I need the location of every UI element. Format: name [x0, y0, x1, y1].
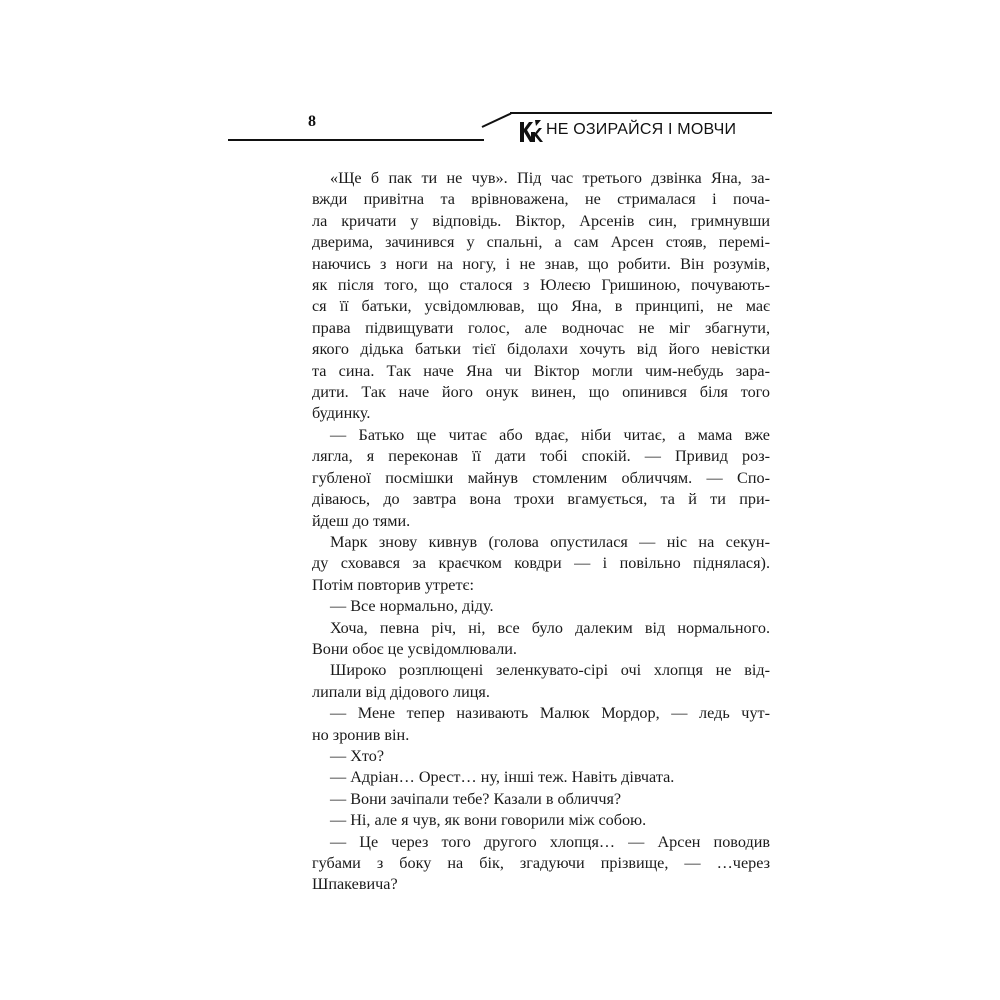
- text-line: — Ні, але я чув, як вони говорили між собою.: [330, 811, 647, 830]
- text-line: лягла, я переконав її дати тобі спокій. — Привид роз-: [312, 447, 770, 466]
- text-line: якого дідька батьки тієї бідолахи хочуть від його невістки: [312, 340, 770, 359]
- text-line: — Адріан… Орест… ну, інші теж. Навіть дівчата.: [330, 768, 675, 787]
- text-line: йдеш до тями.: [312, 511, 411, 530]
- body-text: [312, 168, 770, 896]
- header-rule-left: [228, 139, 484, 141]
- text-line: Марк знову кивнув (голова опустилася — ніс на секун-: [330, 532, 770, 551]
- text-line: — Батько ще читає або вдає, ніби читає, а мама вже: [330, 425, 770, 444]
- text-line: права підвищувати голос, але водночас не міг збагнути,: [312, 318, 770, 337]
- text-line: та сина. Так наче Яна чи Віктор могли чим-небудь зара-: [312, 361, 770, 380]
- text-line: наючись з ноги на ногу, і не знав, що робити. Він розумів,: [312, 254, 770, 273]
- text-line: — Вони зачіпали тебе? Казали в обличчя?: [330, 789, 622, 808]
- text-line: вжди привітна та врівноважена, не стрималася і поча-: [312, 190, 770, 209]
- running-header-title: НЕ ОЗИРАЙСЯ І МОВЧИ: [546, 121, 737, 138]
- text-line: — Мене тепер називають Малюк Мордор, — ледь чут-: [330, 704, 770, 723]
- text-line: ся її батьки, усвідомлював, що Яна, в принципі, не має: [312, 297, 770, 316]
- publisher-logo-icon: [517, 118, 543, 146]
- text-line: но зронив він.: [312, 725, 410, 744]
- text-line: губленої посмішки майнув стомленим обличчям. — Спо-: [312, 468, 770, 487]
- text-line: будинку.: [312, 404, 371, 423]
- text-line: Вони обоє це усвідомлювали.: [312, 639, 517, 658]
- text-line: Хоча, певна річ, ні, все було далеким від нормального.: [330, 618, 770, 637]
- text-line: ла кричати у відповідь. Віктор, Арсенів син, гримнувши: [312, 211, 770, 230]
- text-line: діваюсь, до завтра вона трохи вгамується, та й ти при-: [312, 490, 770, 509]
- text-line: як після того, що сталося з Юлеєю Гришиною, почувають-: [312, 276, 770, 295]
- text-line: — Це через того другого хлопця… — Арсен поводив: [330, 832, 770, 851]
- text-line: ду сховався за краєчком ковдри — і повільно піднялася).: [312, 554, 770, 573]
- text-line: Широко розплющені зеленкувато-сірі очі хлопця не від-: [330, 661, 770, 680]
- text-line: — Хто?: [330, 746, 385, 765]
- text-line: Потім повторив утретє:: [312, 575, 474, 594]
- text-line: дверима, зачинився у спальні, а сам Арсен стояв, перемі-: [312, 233, 770, 252]
- text-line: дити. Так наче його онук винен, що опинився біля того: [312, 383, 770, 402]
- text-line: «Ще б пак ти не чув». Під час третього дзвінка Яна, за-: [330, 169, 770, 187]
- header-rule-right: [510, 112, 772, 114]
- text-line: Шпакевича?: [312, 875, 398, 894]
- text-line: липали від дідового лиця.: [312, 682, 490, 701]
- text-line: губами з боку на бік, згадуючи прізвище, — …через: [312, 854, 770, 872]
- text-line: — Все нормально, діду.: [330, 597, 494, 616]
- header-rule-slant: [482, 113, 512, 128]
- page-number: 8: [308, 113, 316, 130]
